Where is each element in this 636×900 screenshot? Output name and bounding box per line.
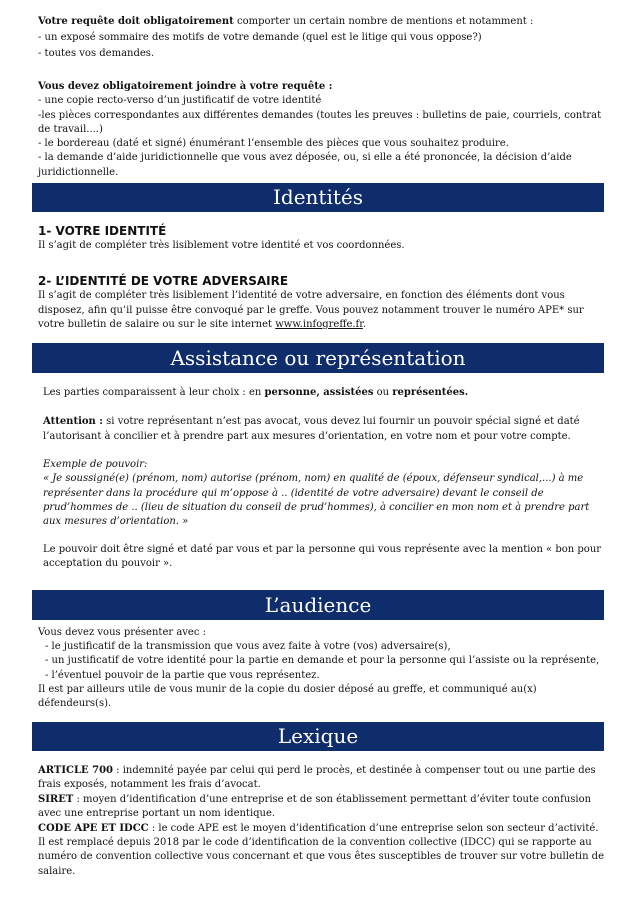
lexique-entries xyxy=(38,764,606,879)
requete-mentions xyxy=(38,14,608,62)
section-banner-audience xyxy=(32,590,604,620)
requete-statement xyxy=(38,14,608,30)
joindre-heading xyxy=(38,80,608,94)
audience-note: Il est par ailleurs utile de vous munir de la copie du dosier déposé au greffe, et communiqué au(x) défendeurs(s). xyxy=(38,683,537,710)
signature-text: Le pouvoir doit être signé et daté par vous et par la personne qui vous représente avec la mention « bon pour acceptation du pouvoir ». xyxy=(43,544,602,570)
adversaire-text-body: Il s’agit de compléter très lisiblement l’identité de votre adversaire, en fonction des éléments dont vous disposez, afin qu’il puisse être convoqué par le greffe. Vous pouvez notamment trouver le numéro APE* sur votre bulletin de salaire ou sur le site internet xyxy=(38,290,584,331)
exemple-label xyxy=(43,458,600,472)
attention-lead: Attention : xyxy=(43,416,103,427)
votre-identite-heading-wrap xyxy=(38,224,608,238)
section-banner-assistance xyxy=(32,343,604,373)
parties-paragraph xyxy=(43,386,608,400)
section-banner-lexique xyxy=(32,722,604,751)
lexique-term: CODE APE ET IDCC xyxy=(38,822,149,834)
exemple-quote-text: « Je soussigné(e) (prénom, nom) autorise (prénom, nom) en qualité de (époux, défenseur syndical,...) à me représenter dans la procédure qui m’oppose à .. (identité de votre adversaire) devant le conseil de prud’hommes de .. (lieu de situation du conseil de prud’hommes), à concilier en mon nom et à prendre part aux mesures d’orientation. » xyxy=(43,473,590,528)
section-banner-identites xyxy=(32,183,604,212)
attention-paragraph xyxy=(43,415,608,444)
exemple-label-text: Exemple de pouvoir: xyxy=(43,459,148,470)
adversaire-heading-wrap xyxy=(38,274,608,288)
audience-item: - l’éventuel pouvoir de la partie que vous représentez. xyxy=(45,669,320,681)
signature-paragraph xyxy=(43,543,609,572)
audience-item: - un justificatif de votre identité pour la partie en demande et pour la personne qui l’assiste ou la représente, xyxy=(45,655,600,667)
attention-text xyxy=(43,415,608,444)
infogreffe-link[interactable]: www.infogreffe.fr xyxy=(275,319,363,331)
requete-item: - toutes vos demandes. xyxy=(38,48,155,59)
parties-text-start: Les parties comparaissent à leur choix : en xyxy=(43,387,265,398)
lexique-term: SIRET xyxy=(38,793,74,805)
adversaire-text-wrap xyxy=(38,289,608,333)
section-title: Lexique xyxy=(277,724,359,748)
parties-bold-representees: représentées. xyxy=(392,387,469,398)
lexique-entry xyxy=(38,793,606,822)
requete-item: - un exposé sommaire des motifs de votre demande (quel est le litige qui vous oppose?) xyxy=(38,32,482,43)
requete-rest: comporter un certain nombre de mentions et notamment : xyxy=(233,16,534,27)
adversaire-text xyxy=(38,289,608,333)
section-title: Assistance ou représentation xyxy=(170,346,466,370)
audience-item: - le justificatif de la transmission que vous avez faite à votre (vos) adversaire(s), xyxy=(45,641,451,653)
lexique-definition: : indemnité payée par celui qui perd le procès, et destinée à compenser tout ou une partie des frais exposés, notamment les frais d’avocat. xyxy=(38,765,596,791)
lexique-definition: : moyen d’identification d’une entreprise et de son établissement permettant d’éviter toute confusion avec une entreprise portant un nom identique. xyxy=(38,793,592,820)
parties-text xyxy=(43,386,608,400)
section-title: L’audience xyxy=(264,593,372,617)
attention-body: si votre représentant n’est pas avocat, vous devez lui fournir un pouvoir spécial signé et daté l’autorisant à concilier et à prendre part aux mesures d’orientation, en votre nom et pour votre compte. xyxy=(43,416,580,442)
section-title: Identités xyxy=(273,185,363,209)
votre-identite-heading: 1- VOTRE IDENTITÉ xyxy=(38,224,167,238)
lexique-term: ARTICLE 700 xyxy=(38,765,113,776)
joindre-item: - la demande d’aide juridictionnelle que vous avez déposée, ou, si elle a été prononcée, la décision d’aide juridictionnelle. xyxy=(38,152,572,178)
joindre-item: -les pièces correspondantes aux différentes demandes (toutes les preuves : bulletins de paie, courriels, contrat de travail....) xyxy=(38,109,602,135)
audience-content xyxy=(38,626,608,711)
pieces-a-joindre xyxy=(38,80,608,180)
audience-intro: Vous devez vous présenter avec : xyxy=(38,627,206,638)
exemple-pouvoir xyxy=(43,458,600,529)
joindre-lead: Vous devez obligatoirement joindre à votre requête : xyxy=(38,81,333,92)
requete-lead: Votre requête doit obligatoirement xyxy=(38,16,234,27)
adversaire-text-end: . xyxy=(362,319,367,331)
joindre-item: - le bordereau (daté et signé) énumérant l’ensemble des pièces que vous souhaitez produire. xyxy=(38,138,509,150)
adversaire-heading: 2- L’IDENTITÉ DE VOTRE ADVERSAIRE xyxy=(38,274,289,288)
parties-bold-personne: personne, assistées xyxy=(264,387,374,398)
lexique-entry xyxy=(38,822,606,880)
votre-identite-text: Il s’agit de compléter très lisiblement votre identité et vos coordonnées. xyxy=(38,240,405,251)
lexique-entry xyxy=(38,764,606,793)
lexique-definition: : le code APE est le moyen d’identification d’une entreprise selon son secteur d’activité. Il est remplacé depuis 2018 par le code d’identification de la convention collective (IDCC) qui se rapporte au numéro de convention collective vous concernant et que vous êtes susceptibles de trouver sur votre bulletin de salaire. xyxy=(38,822,605,877)
joindre-item: - une copie recto-verso d’un justificatif de votre identité xyxy=(38,95,322,107)
votre-identite-text-wrap xyxy=(38,239,608,253)
parties-text-middle: ou xyxy=(373,387,393,398)
exemple-quote xyxy=(43,472,600,529)
